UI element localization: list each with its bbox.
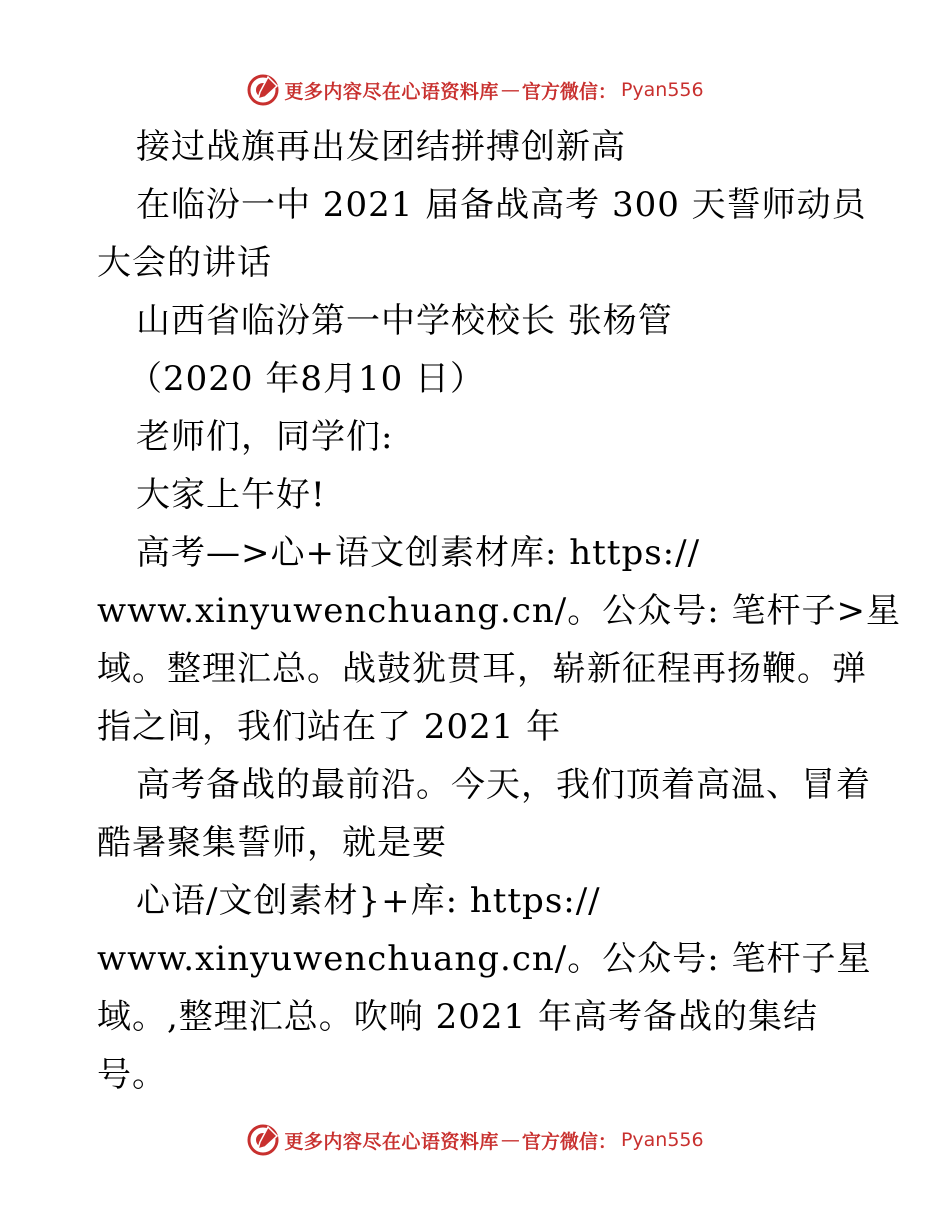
document-subtitle: 在临汾一中 2021 届备战高考 300 天誓师动员 (136, 185, 867, 225)
greeting-line: 老师们，同学们: (136, 417, 394, 457)
document-title: 接过战旗再出发团结拼搏创新高 (136, 127, 626, 167)
banner-wechat-label: 官方微信： (521, 1130, 617, 1153)
body-line: 域。整理汇总。战鼓犹贯耳，崭新征程再扬鞭。弹 (97, 649, 867, 689)
document-subtitle-cont: 大会的讲话 (97, 243, 272, 283)
body-line: www.xinyuwenchuang.cn/。公众号: 笔杆子星 (97, 939, 872, 979)
banner-text: 更多内容尽在心语资料库 (284, 80, 499, 103)
body-line: www.xinyuwenchuang.cn/。公众号: 笔杆子>星 (97, 591, 901, 631)
greeting-line-2: 大家上午好! (136, 475, 326, 515)
body-line: 高考备战的最前沿。今天，我们顶着高温、冒着 (136, 765, 871, 805)
banner-separator: — (500, 1129, 520, 1151)
body-line: 酷暑聚集誓师，就是要 (97, 823, 447, 863)
author-line: 山西省临汾第一中学校校长 张杨管 (136, 301, 673, 341)
date-line: （2020 年8月10 日） (128, 359, 486, 399)
header-banner (0, 70, 950, 110)
body-line: 指之间，我们站在了 2021 年 (97, 707, 562, 747)
banner-wechat-label: 官方微信： (521, 80, 617, 103)
body-line: 心语/文创素材}+库: https:// (136, 881, 601, 921)
banner-wechat-id: Pyan556 (620, 1129, 704, 1151)
body-line: 域。,整理汇总。吹响 2021 年高考备战的集结 (97, 997, 818, 1037)
footer-banner (0, 1120, 950, 1160)
pen-logo-icon (246, 1123, 280, 1157)
pen-logo-icon (246, 73, 280, 107)
banner-wechat-id: Pyan556 (620, 79, 704, 101)
body-line: 高考—>心+语文创素材库: https:// (136, 533, 701, 573)
body-line: 号。 (97, 1055, 167, 1095)
banner-separator: — (500, 79, 520, 101)
banner-text: 更多内容尽在心语资料库 (284, 1130, 499, 1153)
